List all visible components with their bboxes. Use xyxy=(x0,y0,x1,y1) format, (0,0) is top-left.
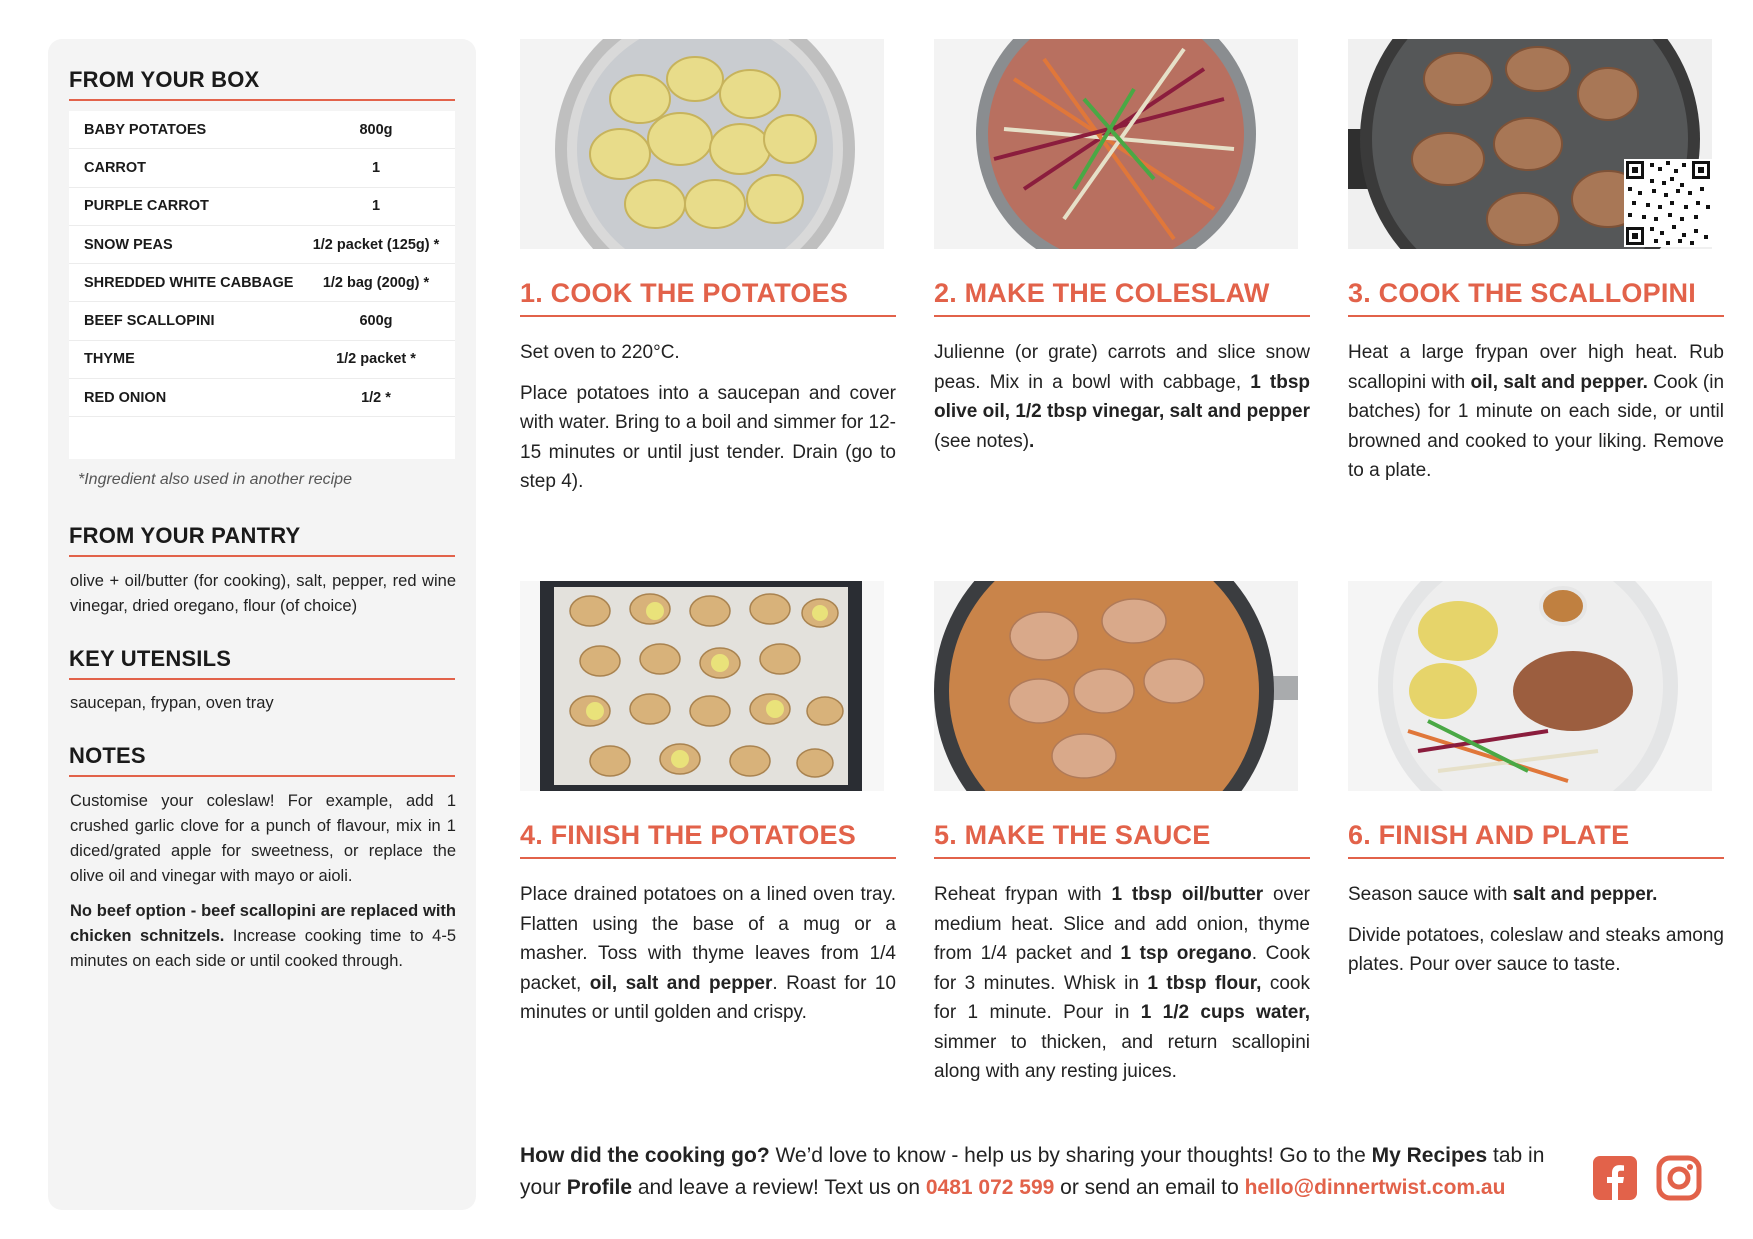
notes-heading: NOTES xyxy=(69,743,455,777)
phone-link[interactable]: 0481 072 599 xyxy=(925,1176,1055,1199)
facebook-icon[interactable] xyxy=(1592,1155,1638,1201)
utensils-heading: KEY UTENSILS xyxy=(69,646,455,680)
pantry-heading: FROM YOUR PANTRY xyxy=(69,523,455,557)
ingredient-qty: 1/2 bag (200g) * xyxy=(322,274,430,291)
ingredient-row xyxy=(69,188,455,226)
step-2-paragraph xyxy=(934,338,1310,456)
step-5-bold-part: 1 tbsp flour, xyxy=(1147,972,1262,994)
ingredients-table xyxy=(69,111,455,459)
ingredient-qty: 1/2 packet (125g) * xyxy=(312,236,440,253)
ingredient-row xyxy=(69,111,455,149)
step-6-text-part: Season sauce with xyxy=(1348,884,1513,905)
ingredients-sidebar xyxy=(48,39,476,1210)
step-1-paragraph: Place potatoes into a saucepan and cover with water. Bring to a boil and simmer for 12-15 minutes or until just tender. Drain (go to step 4). xyxy=(520,382,896,492)
box-heading: FROM YOUR BOX xyxy=(69,67,455,101)
step-5-bold-part: 1 1/2 cups water, xyxy=(1140,1002,1310,1023)
email-link[interactable]: hello@dinnertwist.com.au xyxy=(1244,1176,1506,1199)
ingredient-name: SHREDDED WHITE CABBAGE xyxy=(84,274,294,291)
ingredient-row xyxy=(69,226,455,264)
ingredient-name: SNOW PEAS xyxy=(84,236,173,253)
step-5-text-part: over medium heat. Slice and add onion, thyme from 1/4 packet and xyxy=(934,884,1311,964)
ingredient-name: BABY POTATOES xyxy=(84,121,207,138)
scallopini-frypan-photo xyxy=(1348,39,1712,249)
step-4-text-part: . Roast for 10 minutes or until golden and crispy. xyxy=(520,972,896,1023)
step-2-bold-part: 1 tbsp olive oil, 1/2 tbsp vinegar, salt and pepper xyxy=(934,371,1310,422)
step-5-text-part: . Cook for 3 minutes. Whisk in xyxy=(934,943,1310,994)
ingredient-footnote: *Ingredient also used in another recipe xyxy=(78,471,352,488)
step-4-text xyxy=(520,880,896,1039)
step-2-text-part: (see notes) xyxy=(934,430,1030,452)
notes-text: Increase cooking time to 4-5 minutes on each side or until cooked through. xyxy=(70,927,456,970)
ingredient-qty: 1 xyxy=(371,159,381,176)
utensils-text: saucepan, frypan, oven tray xyxy=(70,694,274,712)
step-1-paragraph: Set oven to 220°C. xyxy=(520,342,680,363)
smashed-potatoes-tray-photo xyxy=(520,581,884,791)
step-3-bold-part: oil, salt and pepper. xyxy=(1470,371,1648,393)
step-1-text xyxy=(520,338,896,508)
step-5-text xyxy=(934,880,1310,1098)
step-5-paragraph xyxy=(934,880,1310,1087)
ingredient-row xyxy=(69,341,455,379)
step-3-text xyxy=(1348,338,1724,497)
ingredient-name: RED ONION xyxy=(84,389,167,406)
step-2-text xyxy=(934,338,1310,467)
step-4-title: 4. FINISH THE POTATOES xyxy=(520,820,896,859)
notes-paragraph-beef xyxy=(70,899,456,974)
step-6-paragraph: Divide potatoes, coleslaw and steaks among plates. Pour over sauce to taste. xyxy=(1348,924,1724,975)
ingredient-name: PURPLE CARROT xyxy=(84,198,209,215)
ingredient-qty: 1/2 * xyxy=(361,389,391,406)
ingredient-row xyxy=(69,264,455,302)
step-2-title: 2. MAKE THE COLESLAW xyxy=(934,278,1310,317)
step-4-bold-part: oil, salt and pepper xyxy=(589,972,773,994)
sauce-frypan-photo xyxy=(934,581,1298,791)
footer-text: We’d love to know - help us by sharing your thoughts! Go to the xyxy=(769,1144,1372,1167)
step-3-text-part: Heat a large frypan over high heat. Rub scallopini with xyxy=(1348,342,1724,393)
ingredient-qty: 600g xyxy=(359,313,393,330)
footer-question: How did the cooking go? xyxy=(520,1144,770,1167)
step-3-paragraph xyxy=(1348,338,1724,486)
notes-bold-text: No beef option - beef scallopini are replaced with chicken schnitzels. xyxy=(70,902,456,945)
pantry-text: olive + oil/butter (for cooking), salt, pepper, red wine vinegar, dried oregano, flour (of choice) xyxy=(70,572,456,615)
step-3-text-part: Cook (in batches) for 1 minute on each side, or until browned and cooked to your liking. Remove to a plate. xyxy=(1348,371,1725,481)
step-5-bold-part: 1 tbsp oil/butter xyxy=(1111,884,1264,905)
ingredient-row xyxy=(69,379,455,417)
profile-label: Profile xyxy=(566,1176,633,1199)
step-1-title: 1. COOK THE POTATOES xyxy=(520,278,896,317)
ingredient-qty: 1 xyxy=(371,198,381,215)
step-2-bold-part: . xyxy=(1029,430,1035,452)
ingredient-name: BEEF SCALLOPINI xyxy=(84,313,215,330)
step-5-title: 5. MAKE THE SAUCE xyxy=(934,820,1310,859)
step-5-text-part: simmer to thicken, and return scallopini along with any resting juices. xyxy=(934,1031,1310,1082)
feedback-footer xyxy=(520,1140,1580,1204)
notes-paragraph: Customise your coleslaw! For example, add 1 crushed garlic clove for a punch of flavour, mix in 1 diced/grated apple for sweetness, or replace the olive oil and vinegar with mayo or aioli. xyxy=(70,792,456,885)
footer-text: or send an email to xyxy=(1054,1176,1245,1199)
ingredient-name: THYME xyxy=(84,351,135,368)
ingredient-row xyxy=(69,149,455,187)
footer-text: and leave a review! Text us on xyxy=(632,1176,926,1199)
step-2-text-part: Julienne (or grate) carrots and slice snow peas. Mix in a bowl with cabbage, xyxy=(934,342,1310,393)
step-4-text-part: Place drained potatoes on a lined oven tray. Flatten using the base of a mug or a masher. Toss with thyme leaves from 1/4 packet, xyxy=(520,884,896,994)
ingredient-qty: 800g xyxy=(359,121,393,138)
ingredient-qty: 1/2 packet * xyxy=(336,351,416,368)
ingredient-row xyxy=(69,302,455,340)
step-6-bold-part: salt and pepper. xyxy=(1512,884,1658,905)
coleslaw-bowl-photo xyxy=(934,39,1298,249)
instagram-icon[interactable] xyxy=(1656,1155,1702,1201)
step-3-title: 3. COOK THE SCALLOPINI xyxy=(1348,278,1724,317)
ingredient-name: CARROT xyxy=(84,159,147,176)
step-6-text xyxy=(1348,880,1724,991)
step-4-paragraph xyxy=(520,880,896,1028)
potatoes-in-saucepan-photo xyxy=(520,39,884,249)
plated-meal-photo xyxy=(1348,581,1712,791)
step-5-text-part: cook for 1 minute. Pour in xyxy=(934,972,1310,1023)
footer-text: tab in your xyxy=(520,1144,1545,1199)
qr-code-icon[interactable] xyxy=(1624,159,1712,247)
step-5-text-part: Reheat frypan with xyxy=(934,884,1112,905)
step-6-paragraph xyxy=(1348,880,1724,910)
my-recipes-label: My Recipes xyxy=(1371,1144,1488,1167)
step-6-title: 6. FINISH AND PLATE xyxy=(1348,820,1724,859)
step-5-bold-part: 1 tsp oregano xyxy=(1120,943,1252,964)
